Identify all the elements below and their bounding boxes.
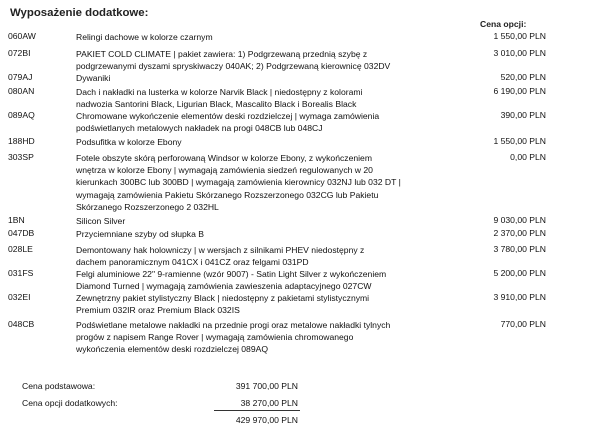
option-description-line: Fotele obszyte skórą perforowaną Windsor w kolorze Ebony, z wykończeniem bbox=[76, 153, 372, 163]
option-description-line: Felgi aluminiowe 22" 9-ramienne (wzór 9007) - Satin Light Silver z wykończeniem bbox=[76, 269, 387, 279]
option-code: 080AN bbox=[8, 86, 35, 96]
option-description bbox=[76, 86, 436, 110]
option-code: 079AJ bbox=[8, 72, 33, 82]
option-description-line: Premium 032IR oraz Premium Black 032IS bbox=[76, 305, 240, 316]
option-code: 048CB bbox=[8, 319, 35, 329]
option-price: 3 910,00 PLN bbox=[493, 292, 546, 302]
option-description-line: podgrzewanymi dyszami spryskiwaczy 040AK; 2) Podgrzewaną kierownicę 032DV bbox=[76, 61, 391, 72]
base-price-label: Cena podstawowa: bbox=[22, 381, 96, 391]
option-price: 520,00 PLN bbox=[500, 72, 546, 82]
option-description-line: Chromowane wykończenie elementów deski rozdzielczej | wymaga zamówienia bbox=[76, 111, 380, 121]
option-code: 060AW bbox=[8, 31, 36, 41]
option-code: 303SP bbox=[8, 152, 34, 162]
option-price: 3 780,00 PLN bbox=[493, 244, 546, 254]
option-code: 028LE bbox=[8, 244, 33, 254]
price-column-header: Cena opcji: bbox=[480, 19, 527, 29]
option-code: 089AQ bbox=[8, 110, 35, 120]
option-code: 047DB bbox=[8, 228, 35, 238]
option-description-line: podświetlanych metalowych nakładek na progi 048CB lub 048CJ bbox=[76, 123, 323, 134]
option-description bbox=[76, 110, 436, 134]
option-description bbox=[76, 48, 436, 72]
option-price: 9 030,00 PLN bbox=[493, 215, 546, 225]
option-description-line: PAKIET COLD CLIMATE | pakiet zawiera: 1) Podgrzewaną przednią szybę z bbox=[76, 49, 368, 59]
option-description-line: Podsufitka w kolorze Ebony bbox=[76, 137, 182, 147]
option-price: 2 370,00 PLN bbox=[493, 228, 546, 238]
option-description bbox=[76, 31, 436, 43]
total-price-value: 429 970,00 PLN bbox=[235, 415, 298, 425]
option-description-line: kierunkach 300BC lub 300BD | wymagają zamówienia kierownicy 032NJ lub 032 DT | bbox=[76, 177, 401, 188]
option-description-line: Podświetlane metalowe nakładki na przednie progi oraz metalowe nakładki tylnych bbox=[76, 320, 391, 330]
option-description bbox=[76, 268, 436, 292]
option-description bbox=[76, 152, 436, 213]
section-title: Wyposażenie dodatkowe: bbox=[10, 7, 149, 19]
option-description-line: Dywaniki bbox=[76, 73, 111, 83]
option-description-line: Demontowany hak holowniczy | w wersjach z silnikami PHEV niedostępny z bbox=[76, 245, 365, 255]
option-code: 1BN bbox=[8, 215, 25, 225]
option-description bbox=[76, 292, 436, 316]
option-description-line: Diamond Turned | wymagają zamówienia zawieszenia adaptacyjnego 027CW bbox=[76, 281, 372, 292]
option-price: 5 200,00 PLN bbox=[493, 268, 546, 278]
option-price: 770,00 PLN bbox=[500, 319, 546, 329]
option-code: 032EI bbox=[8, 292, 31, 302]
option-description-line: Zewnętrzny pakiet stylistyczny Black | niedostępny z pakietami stylistycznymi bbox=[76, 293, 370, 303]
option-price: 1 550,00 PLN bbox=[493, 31, 546, 41]
option-description-line: Skórzanego Rozszerzonego 2 032HL bbox=[76, 201, 219, 212]
option-description-line: progów z napisem Range Rover | wymagają zamówienia chromowanego bbox=[76, 332, 354, 343]
option-description-line: Silicon Silver bbox=[76, 216, 126, 226]
option-description bbox=[76, 215, 436, 227]
option-description bbox=[76, 319, 436, 356]
sum-divider bbox=[214, 410, 300, 411]
option-code: 031FS bbox=[8, 268, 34, 278]
option-description-line: Relingi dachowe w kolorze czarnym bbox=[76, 32, 213, 42]
option-description bbox=[76, 136, 436, 148]
option-price: 1 550,00 PLN bbox=[493, 136, 546, 146]
option-description-line: wymagają zamówienia Pakietu Skórzanego Rozszerzonego 032CG lub Pakietu bbox=[76, 189, 379, 200]
options-price-label: Cena opcji dodatkowych: bbox=[22, 398, 118, 408]
option-description-line: Dach i nakładki na lusterka w kolorze Narvik Black | niedostępny z kolorami bbox=[76, 87, 363, 97]
base-price-value: 391 700,00 PLN bbox=[235, 381, 298, 391]
options-price-value: 38 270,00 PLN bbox=[240, 398, 298, 408]
option-description-line: wykończenia elementów deski rozdzielczej 089AQ bbox=[76, 344, 269, 355]
option-description-line: Przyciemniane szyby od słupka B bbox=[76, 229, 205, 239]
option-description-line: nadwozia Santorini Black, Ligurian Black, Mascalito Black i Borealis Black bbox=[76, 99, 357, 110]
option-description bbox=[76, 228, 436, 240]
option-description bbox=[76, 72, 436, 84]
option-price: 3 010,00 PLN bbox=[493, 48, 546, 58]
option-price: 390,00 PLN bbox=[500, 110, 546, 120]
option-description-line: dachem panoramicznym 041CX i 041CZ oraz felgami 031PD bbox=[76, 257, 309, 268]
option-code: 072BI bbox=[8, 48, 31, 58]
option-price: 0,00 PLN bbox=[510, 152, 546, 162]
option-code: 188HD bbox=[8, 136, 35, 146]
option-description bbox=[76, 244, 436, 268]
option-description-line: wnętrza w kolorze Ebony | wymagają zamówienia siedzeń regulowanych w 20 bbox=[76, 165, 373, 176]
option-price: 6 190,00 PLN bbox=[493, 86, 546, 96]
